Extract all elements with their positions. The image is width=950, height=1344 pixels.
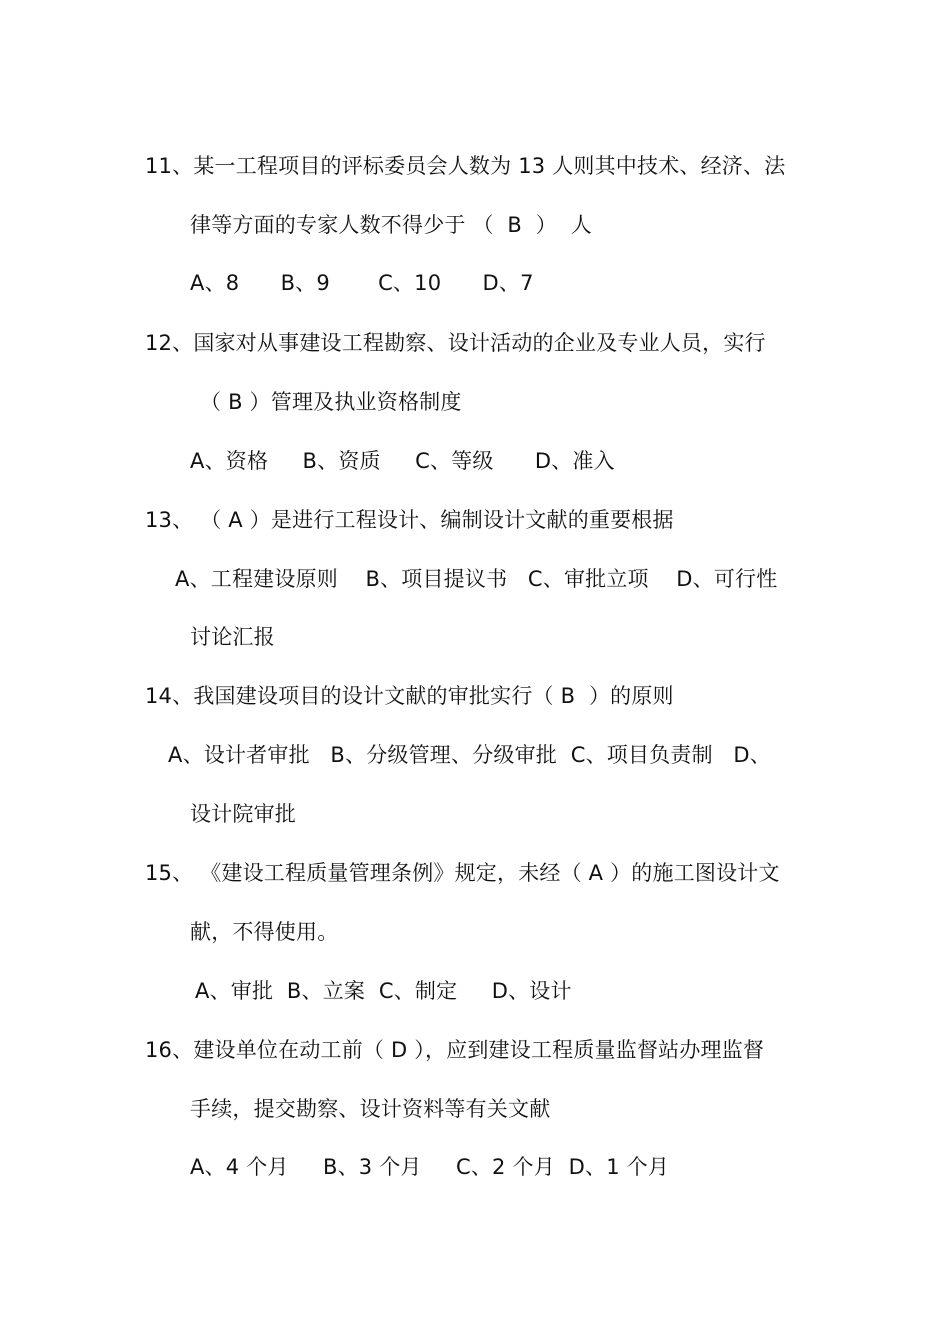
question-16-line-1: 16、建设单位在动工前（ D ），应到建设工程质量监督站办理监督	[145, 1038, 765, 1062]
question-12-options: A、资格 B、资质 C、等级 D、准入	[190, 449, 615, 473]
question-16-options: A、4 个月 B、3 个月 C、2 个月 D、1 个月	[190, 1155, 670, 1179]
question-15-line-2: 献，不得使用。	[190, 920, 339, 944]
question-13-options-line-2: 讨论汇报	[190, 625, 275, 649]
question-14-line-1: 14、我国建设项目的设计文献的审批实行（ B ）的原则	[145, 684, 674, 708]
question-13-line-1: 13、 （ A ）是进行工程设计、编制设计文献的重要根据	[145, 508, 674, 532]
question-14-options-line-2: 设计院审批	[190, 802, 296, 826]
question-11-options: A、8 B、9 C、10 D、7	[190, 271, 534, 295]
question-13-options-line-1: A、工程建设原则 B、项目提议书 C、审批立项 D、可行性	[175, 567, 778, 591]
question-11-line-1: 11、某一工程项目的评标委员会人数为 13 人则其中技术、经济、法	[145, 154, 786, 178]
question-16-line-2: 手续，提交勘察、设计资料等有关文献	[190, 1097, 551, 1121]
question-15-line-1: 15、 《建设工程质量管理条例》规定，未经（ A ）的施工图设计文	[145, 861, 780, 885]
question-12-line-1: 12、国家对从事建设工程勘察、设计活动的企业及专业人员，实行	[145, 331, 766, 355]
question-15-options: A、审批 B、立案 C、制定 D、设计	[195, 979, 572, 1003]
question-11-line-2: 律等方面的专家人数不得少于 （ B ） 人	[190, 213, 592, 237]
question-14-options-line-1: A、设计者审批 B、分级管理、分级审批 C、项目负责制 D、	[168, 743, 772, 767]
question-12-line-2: （ B ）管理及执业资格制度	[200, 390, 462, 414]
